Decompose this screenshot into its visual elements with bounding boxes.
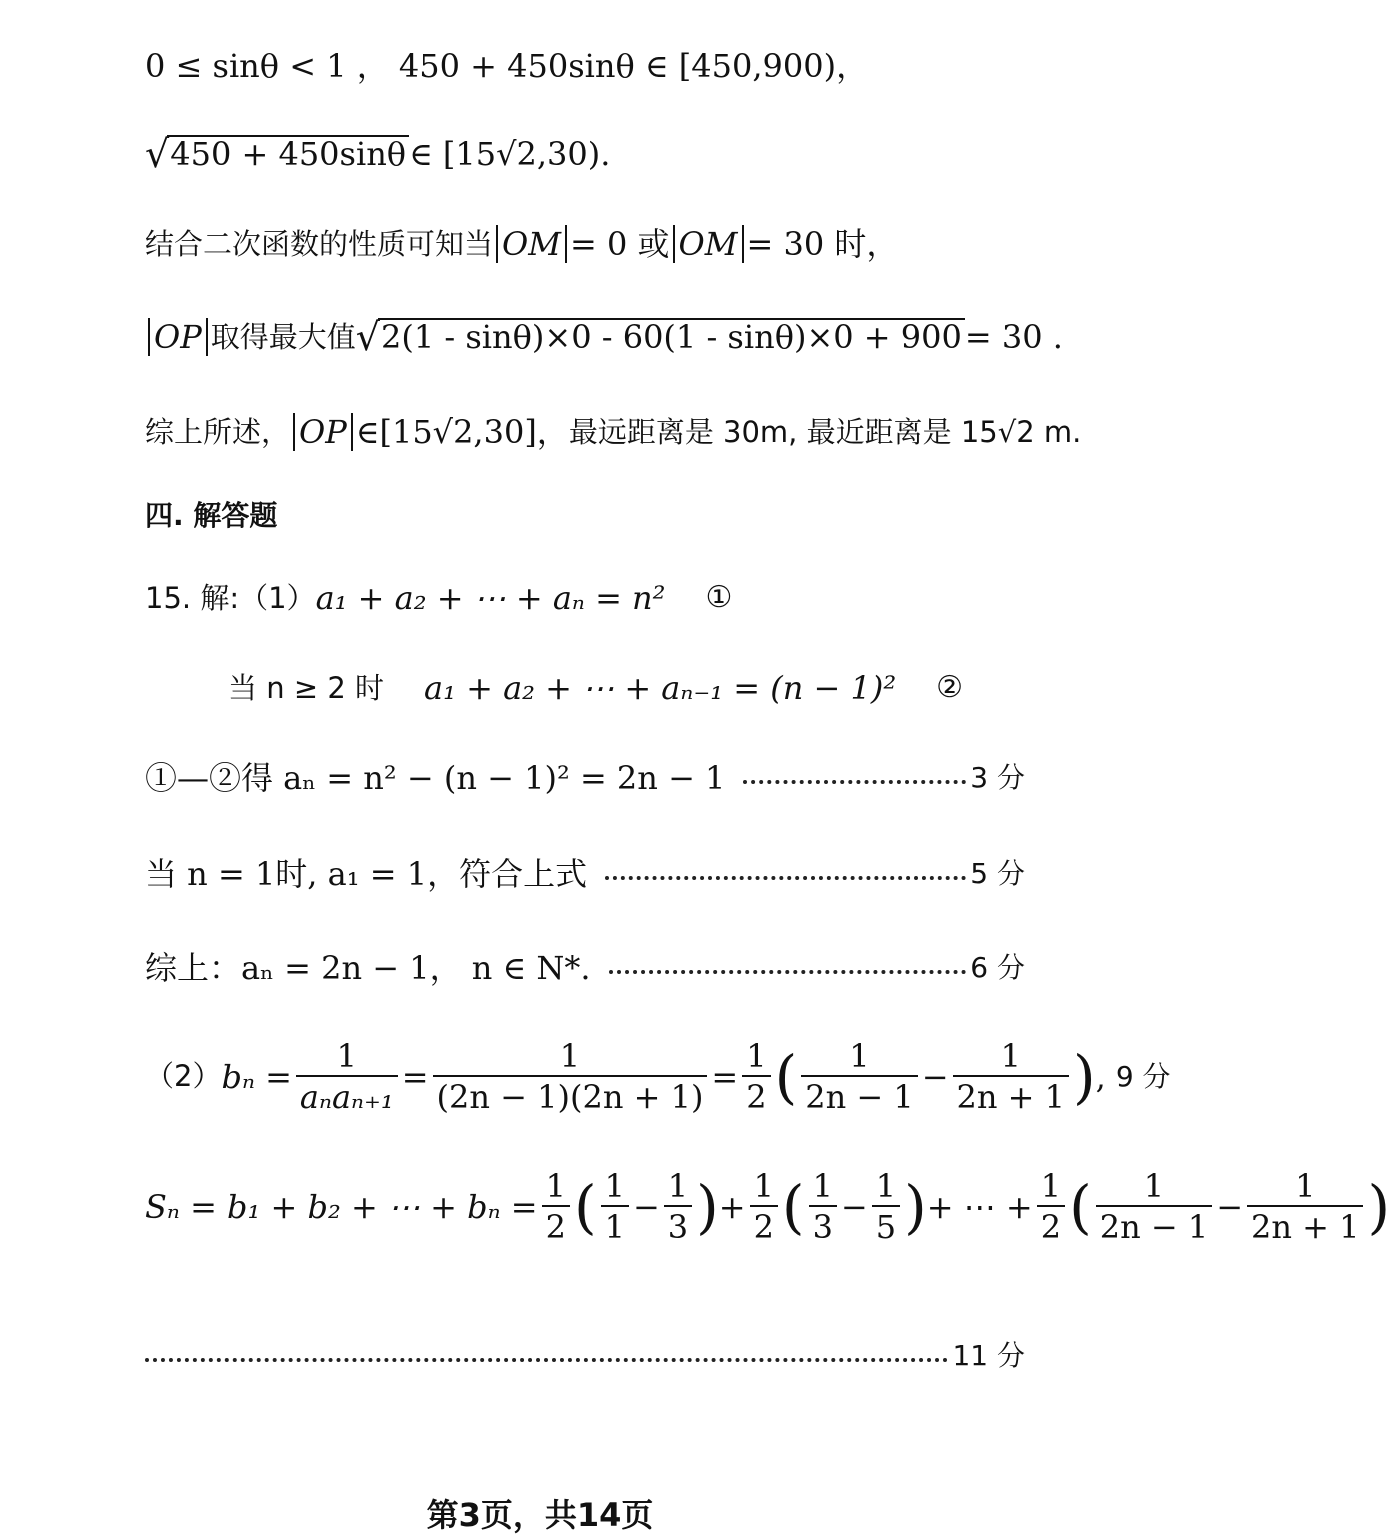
q15-eq1: 15. 解:（1） a₁ + a₂ + ⋯ + aₙ = n² ① (145, 579, 733, 617)
fraction-2: $\frac{1}{(2n - 1)(2n + 1)}$ (433, 1040, 708, 1113)
dotted-leader (609, 970, 967, 974)
page-footer: 第3页，共14页 (426, 1496, 654, 1534)
score-3: 3 分 (970, 761, 1025, 794)
abs-op-2: OP (293, 413, 353, 451)
line-sin-range (145, 47, 869, 85)
radical-sign-icon: √ (145, 132, 170, 176)
sin-range-text: 0 ≤ sinθ < 1 ， 450 + 450sinθ ∈ [450,900)， (145, 47, 869, 85)
score-6: 6 分 (970, 951, 1025, 984)
score-9: 9 分 (1115, 1059, 1171, 1093)
sqrt-expression: √ 450 + 450sinθ (145, 135, 409, 173)
abs-om: OM (496, 225, 567, 263)
section-heading: 四. 解答题 (145, 499, 278, 532)
abs-om-2: OM (673, 225, 744, 263)
line-max-value: OP 取得最大值 √ 2(1 - sinθ)×0 - 60(1 - sinθ)×0 + 900 = 30 . (145, 318, 1063, 356)
circle-one-icon: ① (705, 580, 733, 615)
q15-eq2: 当 n ≥ 2 时 a₁ + a₂ + ⋯ + aₙ₋₁ = (n − 1)² ② (228, 669, 964, 707)
score-11: 11 分 (952, 1339, 1025, 1372)
q15-step-3: ①—②得 aₙ = n² − (n − 1)² = 2n − 1 3 分 (145, 759, 1025, 797)
radical-sign-icon: √ (355, 315, 380, 360)
dotted-leader (605, 876, 966, 880)
score-5: 5 分 (970, 857, 1025, 890)
line-sqrt-range: √ 450 + 450sinθ ∈ [15√2,30). (145, 132, 611, 176)
q15-part2-bn: （2） bₙ = $\frac{1}{\text{aₙaₙ₊₁}}$ = $\frac{1}{(2n - 1)(2n + 1)}$ = $\frac{1}{2}$ ( $\frac{1}{2n - 1}$ − $\frac{1}{2n + 1}$ ) , 9 分 (145, 1037, 1171, 1116)
q15-sum-sn: Sₙ = b₁ + b₂ + ⋯ + bₙ = $\frac{1}{2}$ ( $\frac{1}{1}$ − $\frac{1}{3}$ ) + $\frac{1}{2}$ ( $\frac{1}{3}$ − $\frac{1}{5}$ ) + ⋯ + $\frac{1}{2}$ ( $\frac{1}{2n - 1}$ − $\frac{1}{2n + 1}$ ) (145, 1167, 1390, 1246)
q15-step-6: 综上：aₙ = 2n − 1， n ∈ N*. 6 分 (145, 949, 1025, 987)
fraction-4: $\frac{1}{2n + 1}$ (953, 1040, 1069, 1113)
line-conclusion: 综上所述， OP ∈[15√2,30]， 最远距离是 30m, 最近距离是 15√2 m. (145, 413, 1082, 452)
circle-two-icon: ② (936, 670, 964, 705)
dotted-leader (145, 1358, 948, 1362)
sqrt-expression-2: √ 2(1 - sinθ)×0 - 60(1 - sinθ)×0 + 900 (356, 318, 965, 356)
abs-op: OP (148, 318, 208, 356)
q15-score-11-line (145, 1339, 1025, 1372)
dotted-leader (743, 780, 966, 784)
q15-step-5: 当 n = 1时, a₁ = 1，符合上式 5 分 (145, 855, 1025, 893)
fraction-3: $\frac{1}{2n - 1}$ (801, 1040, 917, 1113)
line-quadratic: 结合二次函数的性质可知当 OM = 0 或 OM = 30 时， (145, 225, 899, 264)
fraction-half: $\frac{1}{2}$ (742, 1040, 770, 1113)
fraction-1: $\frac{1}{\text{aₙaₙ₊₁}}$ (296, 1040, 398, 1113)
